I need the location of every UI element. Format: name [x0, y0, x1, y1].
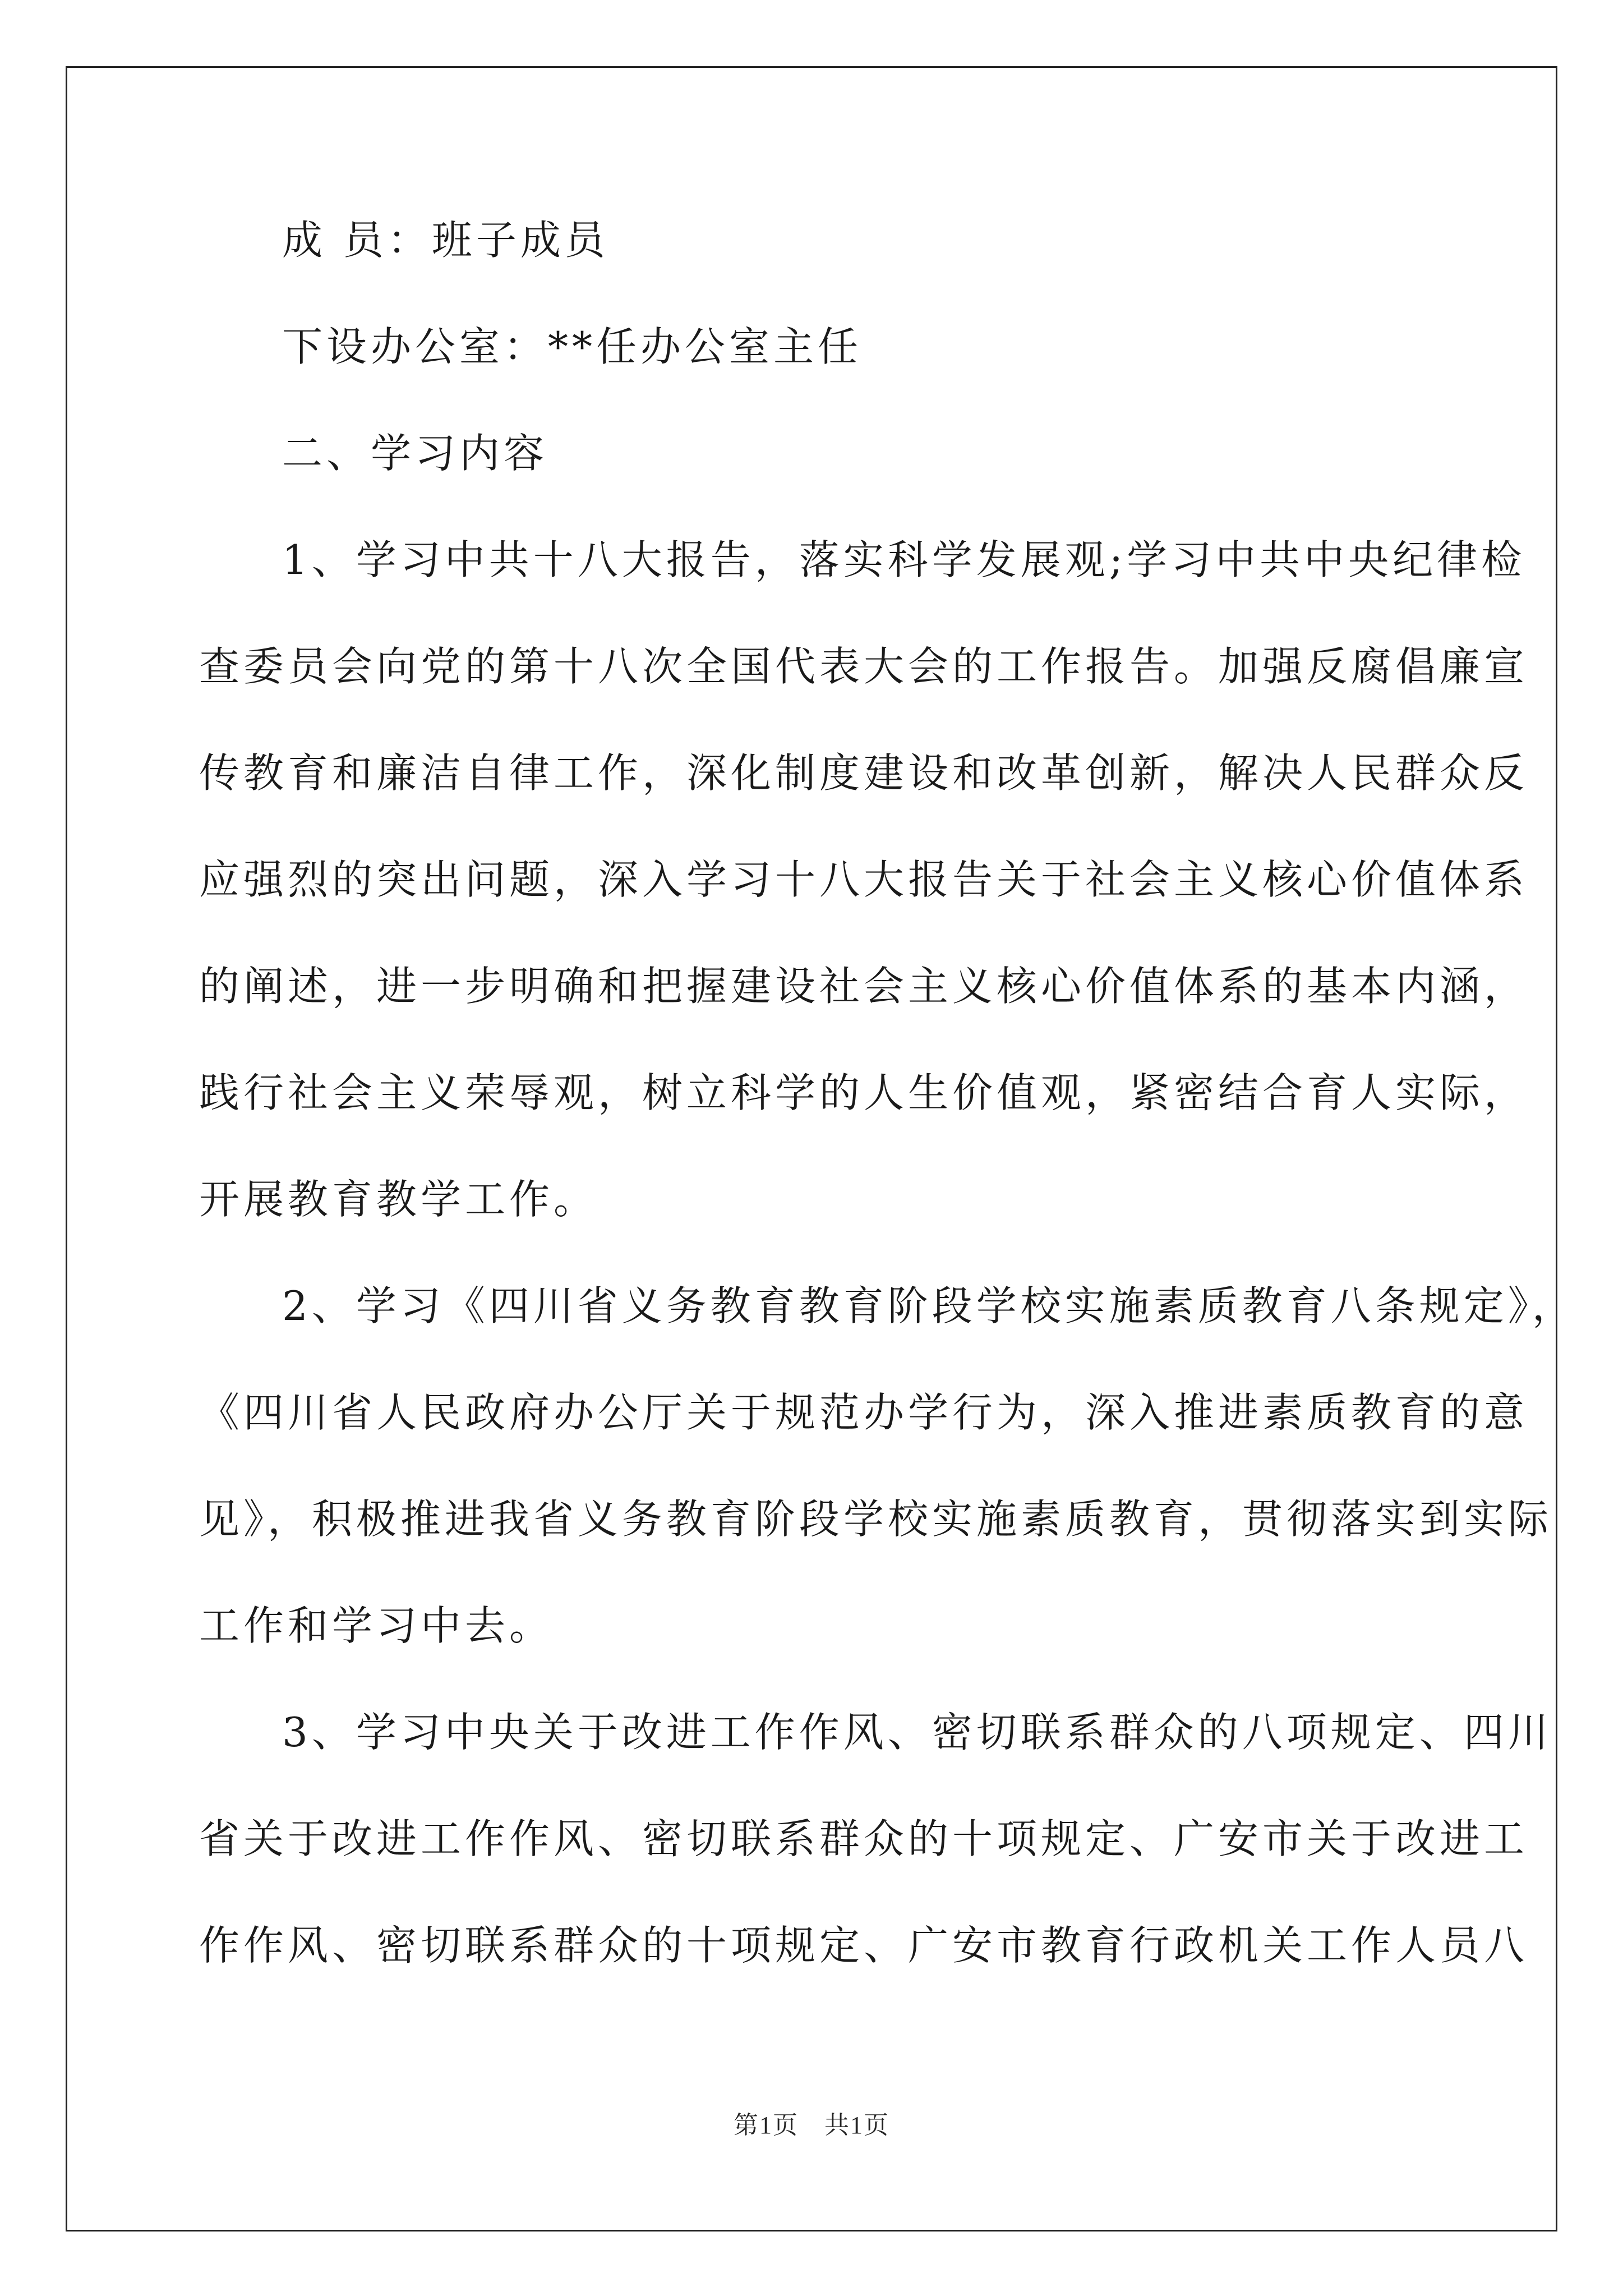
- paragraph-2-line: 2、学习《四川省义务教育教育阶段学校实施素质教育八条规定》，: [282, 1282, 1576, 1329]
- paragraph-3-line: 3、学习中央关于改进工作作风、密切联系群众的八项规定、四川: [282, 1709, 1552, 1756]
- section-heading: 二、学习内容: [282, 430, 548, 477]
- page-border: [66, 66, 1557, 2231]
- paragraph-1-line: 开展教育教学工作。: [199, 1176, 598, 1223]
- paragraph-1-line: 1、学习中共十八大报告，落实科学发展观;学习中共中央纪律检: [282, 536, 1526, 583]
- page-number-total: 共1页: [824, 2111, 889, 2139]
- paragraph-1-line: 践行社会主义荣辱观，树立科学的人生价值观，紧密结合育人实际，: [199, 1069, 1529, 1116]
- text-line-members: 成 员：班子成员: [282, 217, 609, 264]
- page-number-current: 第1页: [734, 2111, 799, 2139]
- paragraph-1-line: 应强烈的突出问题，深入学习十八大报告关于社会主义核心价值体系: [199, 856, 1529, 903]
- text-line-office: 下设办公室：**任办公室主任: [282, 323, 863, 370]
- paragraph-1-line: 查委员会向党的第十八次全国代表大会的工作报告。加强反腐倡廉宣: [199, 643, 1529, 690]
- paragraph-2-line: 见》，积极推进我省义务教育阶段学校实施素质教育，贯彻落实到实际: [199, 1496, 1553, 1543]
- paragraph-2-line: 《四川省人民政府办公厅关于规范办学行为，深入推进素质教育的意: [199, 1389, 1529, 1436]
- paragraph-3-line: 省关于改进工作作风、密切联系群众的十项规定、广安市关于改进工: [199, 1815, 1529, 1862]
- paragraph-1-line: 传教育和廉洁自律工作，深化制度建设和改革创新，解决人民群众反: [199, 749, 1529, 797]
- paragraph-3-line: 作作风、密切联系群众的十项规定、广安市教育行政机关工作人员八: [199, 1922, 1529, 1969]
- paragraph-2-line: 工作和学习中去。: [199, 1602, 554, 1649]
- page-footer: [0, 2105, 1623, 2141]
- paragraph-1-line: 的阐述，进一步明确和把握建设社会主义核心价值体系的基本内涵，: [199, 963, 1529, 1010]
